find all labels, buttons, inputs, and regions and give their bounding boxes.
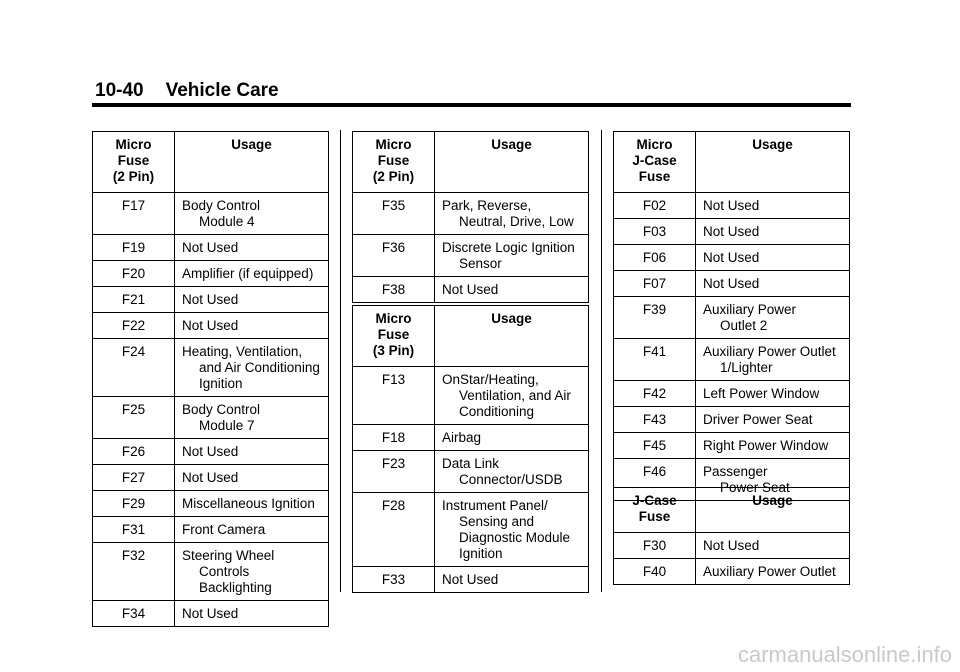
fuse-id: F21 [93,287,175,313]
fuse-usage: Not Used [696,533,850,559]
table-row [614,219,850,245]
fuse-id: F32 [93,543,175,601]
usage-column-header: Usage [175,132,329,193]
table-row [93,439,329,465]
table-row [353,235,589,277]
fuse-id: F36 [353,235,435,277]
fuse-usage: OnStar/Heating, Ventilation, and Air Conditioning [435,367,589,425]
table-row [93,287,329,313]
fuse-id: F35 [353,193,435,235]
table-row [614,559,850,585]
table-row [614,533,850,559]
fuse-usage: Not Used [696,271,850,297]
fuse-usage: Airbag [435,425,589,451]
fuse-usage: Not Used [435,567,589,593]
fuse-usage: Body Control Module 4 [175,193,329,235]
fuse-id: F34 [93,601,175,627]
fuse-id: F07 [614,271,696,297]
table-row [93,235,329,261]
table-row [614,381,850,407]
fuse-id: F26 [93,439,175,465]
fuse-usage: Body Control Module 7 [175,397,329,439]
table-row [353,493,589,567]
fuse-usage: Not Used [175,601,329,627]
usage-column-header: Usage [435,306,589,367]
usage-column-header: Usage [696,132,850,193]
fuse-usage: Auxiliary Power Outlet 2 [696,297,850,339]
column-divider [601,130,602,592]
fuse-usage: Discrete Logic Ignition Sensor [435,235,589,277]
fuse-column-header: J-Case Fuse [614,488,696,533]
fuse-id: F30 [614,533,696,559]
fuse-id: F46 [614,459,696,501]
fuse-table [92,131,329,627]
table-row [353,367,589,425]
fuse-usage: Not Used [175,287,329,313]
fuse-usage: Data Link Connector/USDB [435,451,589,493]
table-row [614,245,850,271]
fuse-usage: Passenger Power Seat [696,459,850,501]
table-header-row [614,132,850,193]
table-row [353,451,589,493]
fuse-id: F28 [353,493,435,567]
fuse-id: F39 [614,297,696,339]
fuse-id: F25 [93,397,175,439]
table-row [93,193,329,235]
fuse-table [352,131,589,303]
column-divider [340,130,341,592]
table-row [93,261,329,287]
fuse-usage: Not Used [435,277,589,303]
table-row [93,465,329,491]
table-header-row [353,306,589,367]
fuse-usage: Instrument Panel/ Sensing and Diagnostic Module Ignition [435,493,589,567]
table-header-row [353,132,589,193]
fuse-usage: Park, Reverse, Neutral, Drive, Low [435,193,589,235]
fuse-id: F22 [93,313,175,339]
fuse-usage: Not Used [175,235,329,261]
fuse-usage: Right Power Window [696,433,850,459]
fuse-id: F41 [614,339,696,381]
fuse-usage: Not Used [696,193,850,219]
fuse-usage: Miscellaneous Ignition [175,491,329,517]
fuse-id: F40 [614,559,696,585]
table-row [93,491,329,517]
table-row [614,433,850,459]
fuse-id: F29 [93,491,175,517]
table-row [93,543,329,601]
table-row [93,313,329,339]
fuse-id: F17 [93,193,175,235]
fuse-id: F06 [614,245,696,271]
fuse-usage: Not Used [175,465,329,491]
table-row [614,339,850,381]
fuse-column-header: Micro J-Case Fuse [614,132,696,193]
header-rule [92,103,851,107]
fuse-id: F23 [353,451,435,493]
fuse-id: F20 [93,261,175,287]
fuse-usage: Not Used [696,245,850,271]
table-row [93,517,329,543]
fuse-table [613,487,850,585]
fuse-usage: Driver Power Seat [696,407,850,433]
fuse-usage: Not Used [175,439,329,465]
table-row [353,425,589,451]
fuse-usage: Left Power Window [696,381,850,407]
fuse-id: F24 [93,339,175,397]
fuse-id: F45 [614,433,696,459]
fuse-id: F18 [353,425,435,451]
fuse-usage: Steering Wheel Controls Backlighting [175,543,329,601]
section-title: Vehicle Care [165,80,279,101]
watermark: carmanualsonline.info [737,642,952,667]
fuse-id: F38 [353,277,435,303]
table-row [353,193,589,235]
table-header-row [93,132,329,193]
fuse-usage: Auxiliary Power Outlet 1/Lighter [696,339,850,381]
fuse-table [613,131,850,501]
page-number: 10-40 [95,80,144,101]
fuse-id: F13 [353,367,435,425]
table-row [93,339,329,397]
table-row [614,407,850,433]
table-row [614,271,850,297]
fuse-column-header: Micro Fuse (2 Pin) [353,132,435,193]
fuse-id: F27 [93,465,175,491]
table-row [614,193,850,219]
table-row [614,297,850,339]
fuse-id: F33 [353,567,435,593]
fuse-column-header: Micro Fuse (2 Pin) [93,132,175,193]
table-header-row [614,488,850,533]
fuse-table [352,305,589,593]
usage-column-header: Usage [696,488,850,533]
table-row [93,601,329,627]
fuse-id: F02 [614,193,696,219]
fuse-usage: Amplifier (if equipped) [175,261,329,287]
table-row [353,277,589,303]
fuse-column-header: Micro Fuse (3 Pin) [353,306,435,367]
page-header [95,80,279,102]
fuse-id: F31 [93,517,175,543]
fuse-usage: Auxiliary Power Outlet [696,559,850,585]
table-row [353,567,589,593]
usage-column-header: Usage [435,132,589,193]
fuse-usage: Not Used [696,219,850,245]
fuse-id: F43 [614,407,696,433]
fuse-usage: Front Camera [175,517,329,543]
table-row [93,397,329,439]
fuse-id: F42 [614,381,696,407]
fuse-usage: Heating, Ventilation, and Air Conditioning Ignition [175,339,329,397]
fuse-id: F19 [93,235,175,261]
fuse-usage: Not Used [175,313,329,339]
fuse-id: F03 [614,219,696,245]
